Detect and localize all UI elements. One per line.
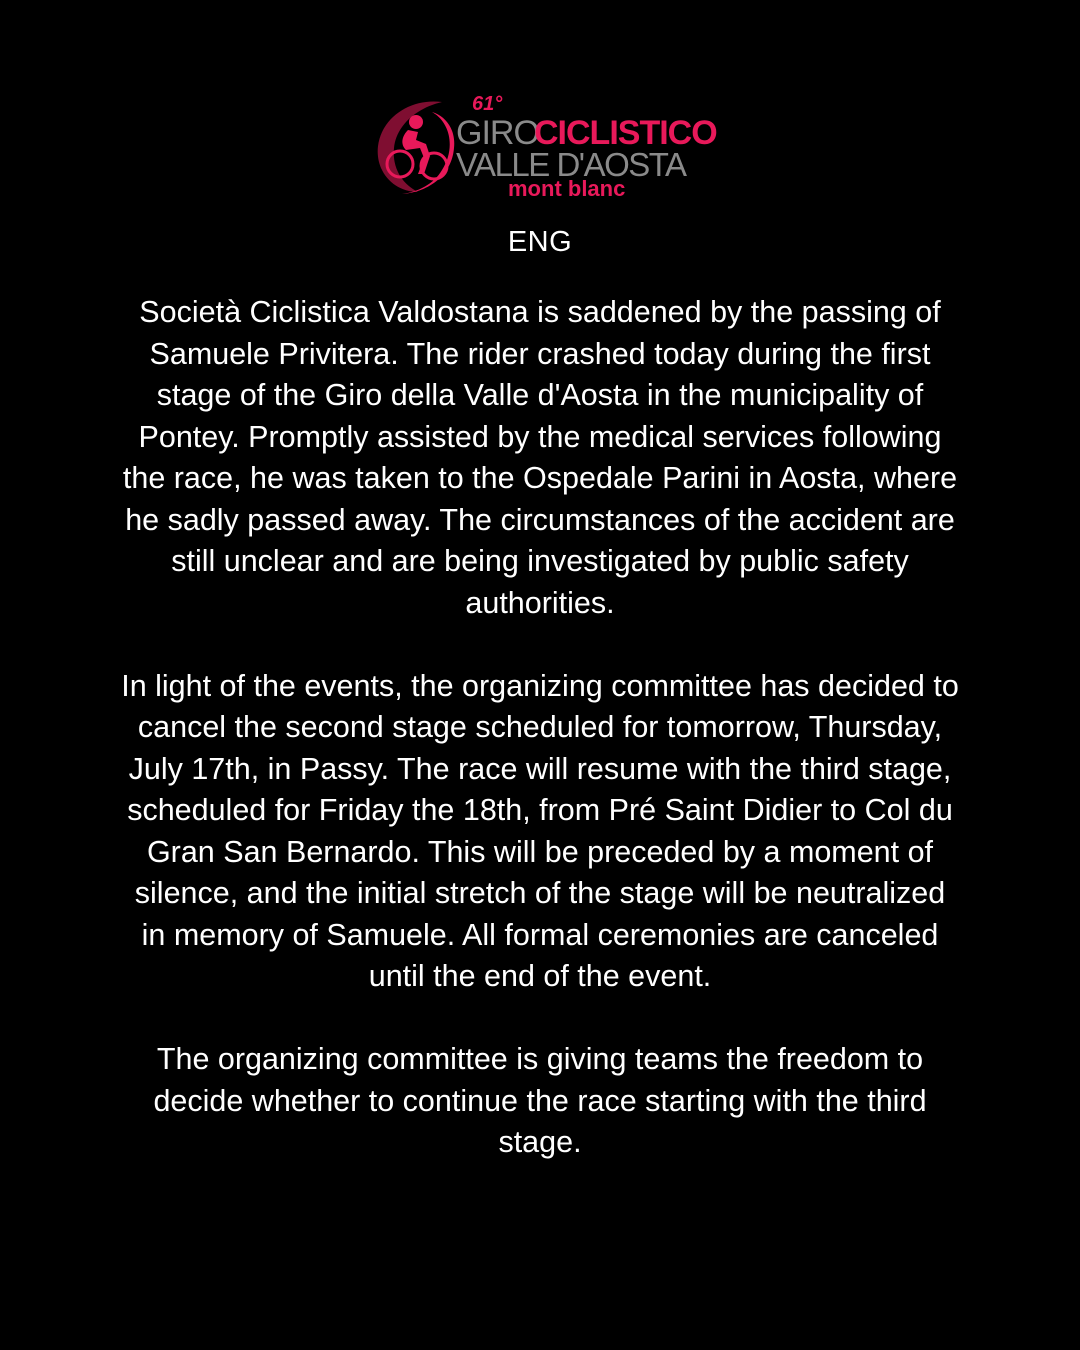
race-logo-graphic — [372, 88, 717, 206]
statement-paragraph-3: The organizing committee is giving teams the freedom to decide whether to continue the race starting with the third stage. — [153, 1042, 927, 1159]
logo-word-valle-daosta: VALLE D'AOSTA — [456, 146, 686, 183]
logo-word-ciclistico: CICLISTICO — [534, 114, 717, 152]
language-label: ENG — [507, 226, 573, 258]
statement-paragraph-2: In light of the events, the organizing committee has decided to cancel the second stage scheduled for tomorrow, Thursday, July 17th, in Passy. The race will resume with the third stage, scheduled for Friday the 18th, from Pré Saint Didier to Col du Gran San Bernardo. This will be preceded by a moment of silence, and the initial stretch of the stage will be neutralized in memory of Samuele. All formal ceremonies are canceled until the end of the event. — [121, 668, 959, 993]
logo-word-giro: GIRO — [456, 114, 539, 152]
edition-number: 61° — [472, 93, 503, 115]
logo-word-mont-blanc: mont blanc — [508, 176, 626, 201]
race-logo — [372, 88, 717, 206]
statement-paragraph-1: Società Ciclistica Valdostana is saddened by the passing of Samuele Privitera. The rider crashed today during the first stage of the Giro della Valle d'Aosta in the municipality of Pontey. Promptly assisted by the medical services following the race, he was taken to the Ospedale Parini in Aosta, where he sadly passed away. The circumstances of the accident are still unclear and are being investigated by public safety authorities. — [122, 295, 958, 620]
statement-body — [120, 292, 960, 1205]
